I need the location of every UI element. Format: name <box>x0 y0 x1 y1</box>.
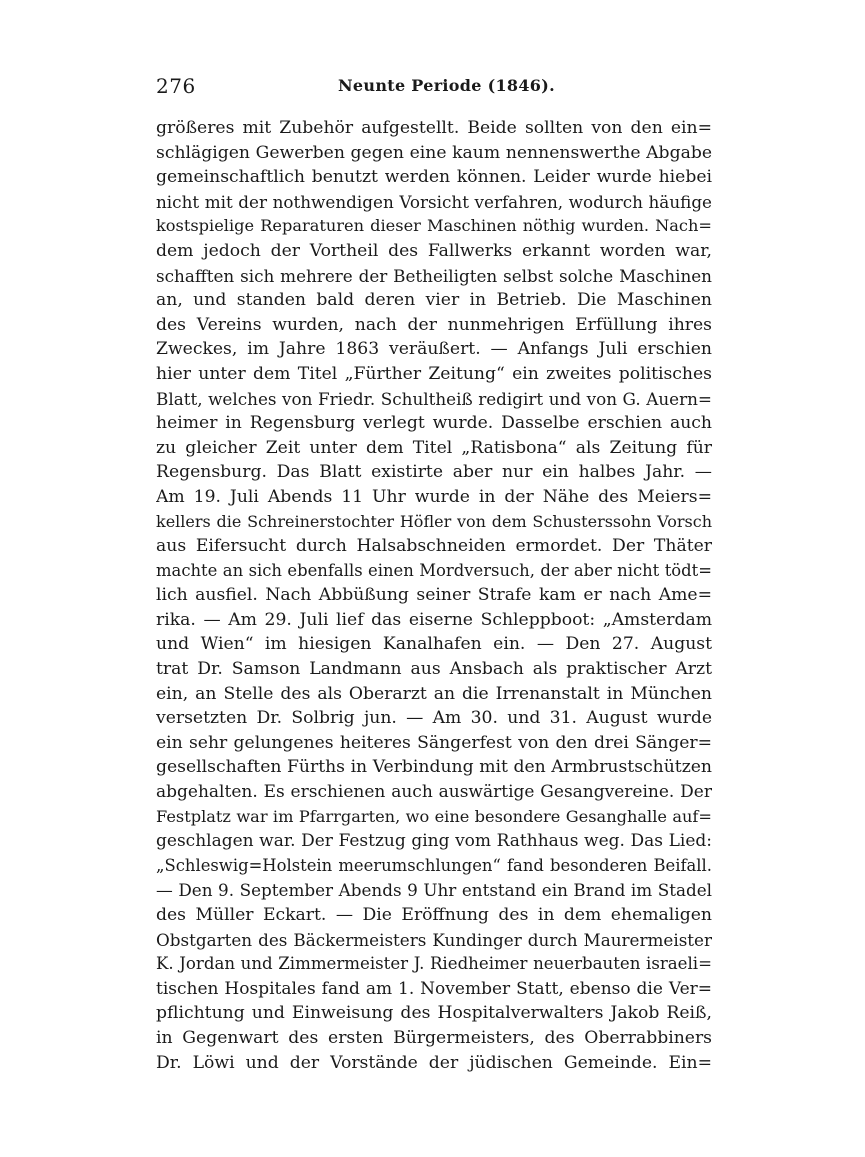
text-line: zu gleicher Zeit unter dem Titel „Ratisbona“ als Zeitung für <box>156 437 712 458</box>
text-line: K. Jordan und Zimmermeister J. Riedheimer neuerbauten israeli= <box>156 954 712 974</box>
text-line: Dr. Löwi und der Vorstände der jüdischen Gemeinde. Ein= <box>156 1052 712 1073</box>
text-line: hier unter dem Titel „Fürther Zeitung“ ein zweites politisches <box>156 363 712 384</box>
page-number: 276 <box>156 74 196 98</box>
running-head: Neunte Periode (1846). <box>338 76 555 95</box>
text-line: Festplatz war im Pfarrgarten, wo eine besondere Gesanghalle auf= <box>156 806 712 826</box>
text-line: ein sehr gelungenes heiteres Sängerfest von den drei Sänger= <box>156 732 712 753</box>
text-line: Obstgarten des Bäckermeisters Kundinger durch Maurermeister <box>156 929 712 950</box>
text-line: an, und standen bald deren vier in Betrieb. Die Maschinen <box>156 290 712 311</box>
text-line: schafften sich mehrere der Betheiligten selbst solche Maschinen <box>156 265 712 286</box>
text-line: gesellschaften Fürths in Verbindung mit den Armbrustschützen <box>156 757 712 778</box>
text-line: schlägigen Gewerben gegen eine kaum nennenswerthe Abgabe <box>156 142 712 163</box>
text-line: kostspielige Reparaturen dieser Maschinen nöthig wurden. Nach= <box>156 216 712 236</box>
text-line: Regensburg. Das Blatt existirte aber nur ein halbes Jahr. — <box>156 462 712 483</box>
text-line: kellers die Schreinerstochter Höfler von dem Schusterssohn Vorsch <box>156 511 712 531</box>
body-text <box>156 116 712 1075</box>
text-line: tischen Hospitales fand am 1. November Statt, ebenso die Ver= <box>156 978 712 999</box>
text-line: heimer in Regensburg verlegt wurde. Dasselbe erschien auch <box>156 413 712 434</box>
text-line: und Wien“ im hiesigen Kanalhafen ein. — Den 27. August <box>156 634 712 655</box>
text-line: ein, an Stelle des als Oberarzt an die Irrenanstalt in München <box>156 683 712 704</box>
page-header <box>156 74 712 102</box>
text-line: größeres mit Zubehör aufgestellt. Beide sollten von den ein= <box>156 118 712 138</box>
text-line: geschlagen war. Der Festzug ging vom Rathhaus weg. Das Lied: <box>156 831 712 852</box>
text-line: in Gegenwart des ersten Bürgermeisters, des Oberrabbiners <box>156 1027 712 1048</box>
text-line: pflichtung und Einweisung des Hospitalverwalters Jakob Reiß, <box>156 1003 712 1024</box>
text-line: Zweckes, im Jahre 1863 veräußert. — Anfangs Juli erschien <box>156 339 712 360</box>
text-line: trat Dr. Samson Landmann aus Ansbach als praktischer Arzt <box>156 659 712 680</box>
text-line: versetzten Dr. Solbrig jun. — Am 30. und 31. August wurde <box>156 708 712 729</box>
text-line: „Schleswig=Holstein meerumschlungen“ fand besonderen Beifall. <box>156 855 712 875</box>
text-line: abgehalten. Es erschienen auch auswärtige Gesangvereine. Der <box>156 782 712 803</box>
text-line: Blatt, welches von Friedr. Schultheiß redigirt und von G. Auern= <box>156 388 712 409</box>
text-line: — Den 9. September Abends 9 Uhr entstand ein Brand im Stadel <box>156 880 712 901</box>
text-line: machte an sich ebenfalls einen Mordversuch, der aber nicht tödt= <box>156 560 712 580</box>
text-line: lich ausfiel. Nach Abbüßung seiner Strafe kam er nach Ame= <box>156 585 712 606</box>
text-line: gemeinschaftlich benutzt werden können. Leider wurde hiebei <box>156 167 712 188</box>
text-line: nicht mit der nothwendigen Vorsicht verfahren, wodurch häufige <box>156 191 712 212</box>
text-line: rika. — Am 29. Juli lief das eiserne Schleppboot: „Amsterdam <box>156 609 712 630</box>
text-line: dem jedoch der Vortheil des Fallwerks erkannt worden war, <box>156 240 712 261</box>
text-line: Am 19. Juli Abends 11 Uhr wurde in der Nähe des Meiers= <box>156 486 712 507</box>
text-line: des Müller Eckart. — Die Eröffnung des in dem ehemaligen <box>156 905 712 925</box>
text-line: aus Eifersucht durch Halsabschneiden ermordet. Der Thäter <box>156 536 712 557</box>
text-line: des Vereins wurden, nach der nunmehrigen Erfüllung ihres <box>156 314 712 335</box>
